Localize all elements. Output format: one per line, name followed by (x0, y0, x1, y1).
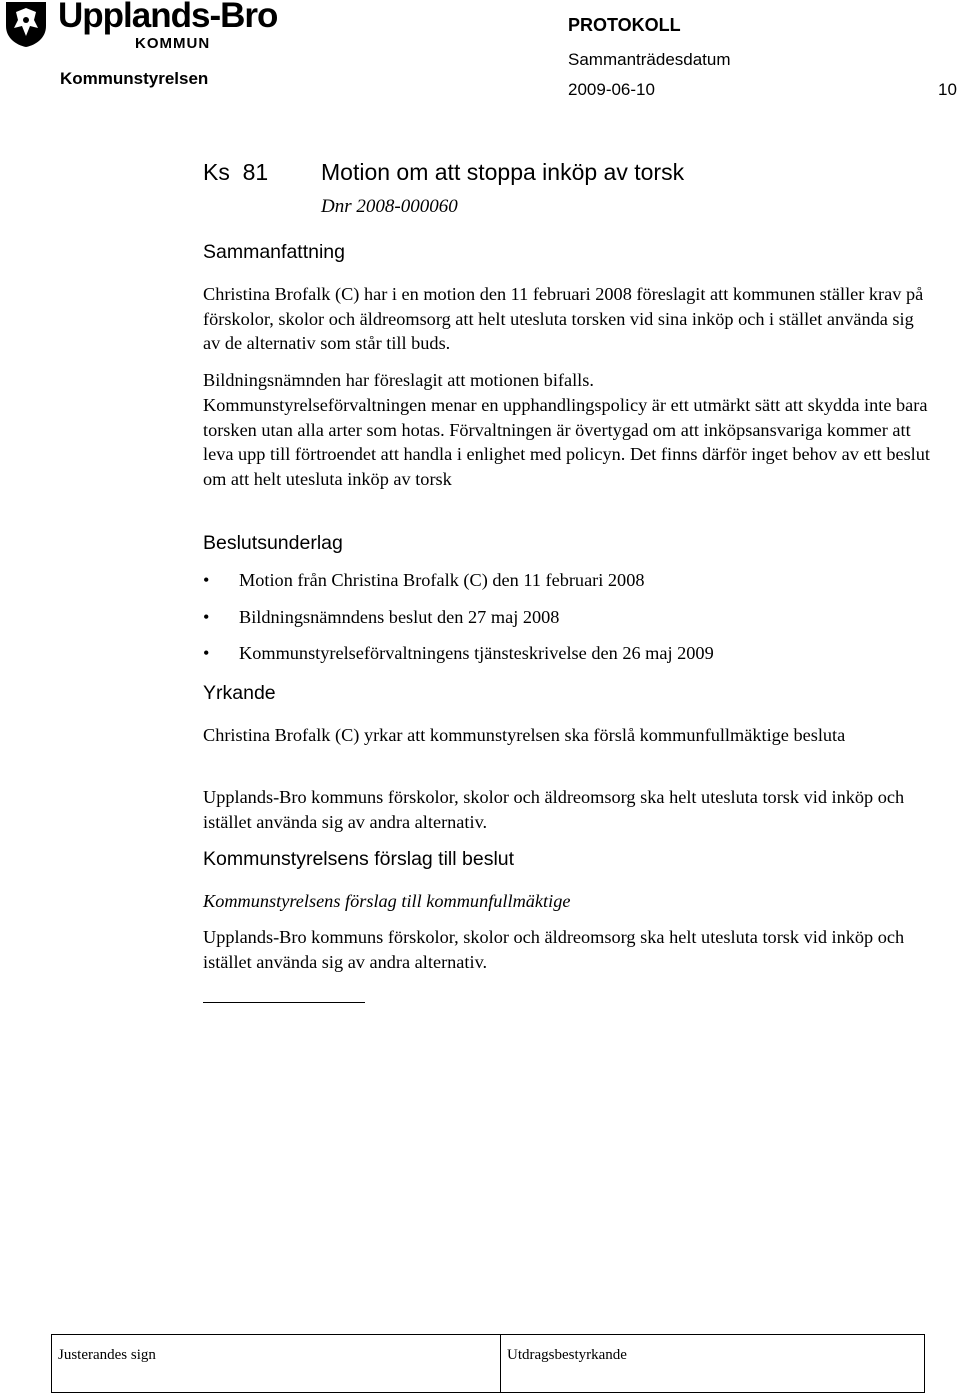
utdragsbestyrkande-label: Utdragsbestyrkande (507, 1347, 627, 1363)
list-item-text: Kommunstyrelseförvaltningens tjänsteskrivelse den 26 maj 2009 (239, 643, 714, 663)
department-name: Kommunstyrelsen (60, 69, 209, 88)
logo (4, 0, 294, 56)
document-type: PROTOKOLL (568, 15, 681, 35)
summary-paragraph-2: Bildningsnämnden har föreslagit att motionen bifalls. (203, 370, 594, 390)
list-item (203, 605, 714, 642)
paragraph-id: Ks 81 (203, 159, 269, 185)
logo-name: Upplands-Bro (58, 0, 278, 35)
bullet-icon: • (203, 643, 210, 663)
signature-line (203, 1002, 365, 1003)
motion-heading: Yrkande (203, 682, 276, 704)
summary-paragraph-3: Kommunstyrelseförvaltningen menar en upphandlingspolicy är ett utmärkt sätt att skydda inte bara torsken utan alla arter som hotas. Förvaltningen är övertygad om att inköpsansvariga kommer att leva upp till förtroendet att handla i enlighet med policyn. Det finns därför inget behov av ett beslut om att helt utesluta inköp av torsk (203, 395, 930, 489)
meeting-date-value: 2009-06-10 (568, 80, 655, 99)
basis-heading: Beslutsunderlag (203, 532, 343, 554)
footer-signature-table (51, 1334, 925, 1393)
bullet-icon: • (203, 606, 210, 627)
list-item-text: Motion från Christina Brofalk (C) den 11 februari 2008 (239, 570, 645, 590)
footer-divider (500, 1335, 501, 1392)
page-number: 10 (938, 80, 957, 99)
justerandes-sign-label: Justerandes sign (58, 1347, 156, 1363)
proposal-paragraph-1: Upplands-Bro kommuns förskolor, skolor och äldreomsorg ska helt utesluta torsk vid inköp och istället använda sig av andra alternativ. (203, 927, 905, 972)
summary-paragraph-1: Christina Brofalk (C) har i en motion den 11 februari 2008 föreslagit att kommunen ställer krav på förskolor, skolor och äldreomsorg att helt utesluta torsken vid sina inköp och i stället använda sig av de alternativ som står till buds. (203, 284, 924, 353)
proposal-heading: Kommunstyrelsens förslag till beslut (203, 848, 515, 870)
meeting-date-label: Sammanträdesdatum (568, 50, 731, 69)
list-item-text: Bildningsnämndens beslut den 27 maj 2008 (239, 606, 560, 627)
logo-sub: KOMMUN (135, 35, 211, 52)
dnr-number: Dnr 2008-000060 (321, 196, 458, 217)
basis-list (203, 568, 714, 678)
motion-paragraph-1: Christina Brofalk (C) yrkar att kommunstyrelsen ska förslå kommunfullmäktige besluta (203, 725, 846, 745)
summary-heading: Sammanfattning (203, 241, 345, 263)
list-item (203, 641, 714, 678)
proposal-subheading: Kommunstyrelsens förslag till kommunfullmäktige (203, 891, 571, 911)
list-item (203, 568, 714, 605)
item-title: Motion om att stoppa inköp av torsk (321, 159, 685, 185)
motion-paragraph-2: Upplands-Bro kommuns förskolor, skolor och äldreomsorg ska helt utesluta torsk vid inköp och istället använda sig av andra alternativ. (203, 787, 905, 832)
shield-icon (4, 0, 48, 48)
bullet-icon: • (203, 570, 210, 590)
